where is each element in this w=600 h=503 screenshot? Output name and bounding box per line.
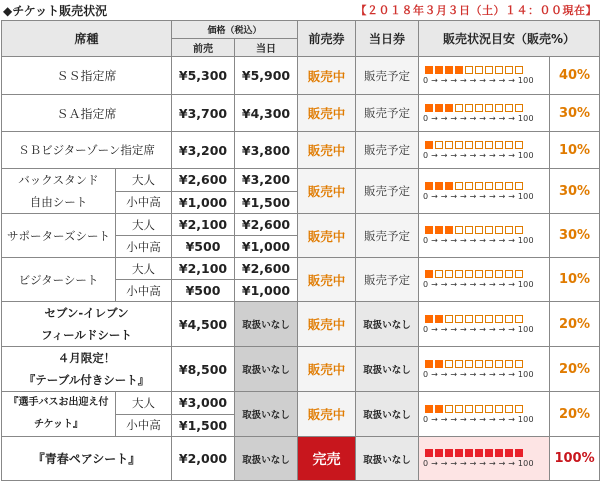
gauge-box-empty xyxy=(475,405,483,413)
percent: 100% xyxy=(550,437,600,481)
gauge-box-filled xyxy=(485,449,493,457)
gauge-box-empty xyxy=(485,66,493,74)
page-title: ◆チケット販売状況 xyxy=(3,4,108,18)
gauge-box-filled xyxy=(425,66,433,74)
gauge-box-filled xyxy=(425,315,433,323)
seat-name: サポーターズシート xyxy=(2,214,116,258)
gauge-box-empty xyxy=(485,405,493,413)
gauge-box-filled xyxy=(455,449,463,457)
gauge-axis: 0 → → → → → → → → → 100 xyxy=(423,369,534,379)
gauge-box-empty xyxy=(515,182,523,190)
gauge-box-empty xyxy=(505,405,513,413)
gauge-box-empty xyxy=(505,141,513,149)
gauge-box-empty xyxy=(475,141,483,149)
gauge-box-empty xyxy=(495,182,503,190)
as-of-date: 【２０１８年３月３日（土）１４：００現在】 xyxy=(355,4,597,17)
gauge-boxes xyxy=(425,182,545,190)
percent: 10% xyxy=(550,258,600,302)
day-price: ¥3,800 xyxy=(235,132,298,169)
percent: 30% xyxy=(550,214,600,258)
gauge-box-empty xyxy=(465,405,473,413)
gauge-box-empty xyxy=(515,226,523,234)
gauge-box-filled xyxy=(435,315,443,323)
day-price-adult: ¥2,600 xyxy=(235,214,298,236)
gauge-boxes xyxy=(425,270,545,278)
advance-status: 販売中 xyxy=(298,347,356,392)
gauge xyxy=(419,347,550,392)
gauge-box-filled xyxy=(455,66,463,74)
gauge-box-empty xyxy=(495,270,503,278)
table-row xyxy=(2,132,600,169)
gauge-box-empty xyxy=(505,360,513,368)
day-price: 取扱いなし xyxy=(235,437,298,481)
gauge-boxes xyxy=(425,66,545,74)
gauge-box-filled xyxy=(425,449,433,457)
advance-status: 販売中 xyxy=(298,214,356,258)
gauge-boxes xyxy=(425,405,545,413)
gauge-box-empty xyxy=(485,226,493,234)
table-row xyxy=(2,302,600,347)
col-status: 販売状況目安（販売%） xyxy=(419,21,600,57)
seat-name-line1: ４月限定！ xyxy=(57,351,116,365)
age-child: 小中高 xyxy=(116,236,172,258)
seat-name: 『青春ペアシート』 xyxy=(2,437,172,481)
gauge-box-empty xyxy=(485,270,493,278)
day-price-child: ¥1,000 xyxy=(235,280,298,302)
table-row xyxy=(2,169,600,192)
gauge-box-filled xyxy=(515,449,523,457)
advance-status: 販売中 xyxy=(298,302,356,347)
age-adult: 大人 xyxy=(116,258,172,280)
gauge xyxy=(419,169,550,214)
gauge-box-empty xyxy=(495,405,503,413)
age-adult: 大人 xyxy=(116,214,172,236)
gauge-box-filled xyxy=(425,104,433,112)
day-price-adult: ¥2,600 xyxy=(235,258,298,280)
gauge xyxy=(419,302,550,347)
table-row xyxy=(2,347,600,392)
gauge-box-filled xyxy=(475,449,483,457)
day-status: 販売予定 xyxy=(356,169,419,214)
gauge-box-empty xyxy=(475,226,483,234)
gauge-boxes xyxy=(425,315,545,323)
advance-status: 販売中 xyxy=(298,57,356,95)
advance-price: ¥3,200 xyxy=(172,132,235,169)
gauge-box-empty xyxy=(495,141,503,149)
gauge-box-empty xyxy=(475,104,483,112)
gauge-box-filled xyxy=(425,270,433,278)
table-row xyxy=(2,258,600,280)
gauge-box-empty xyxy=(465,66,473,74)
gauge-box-empty xyxy=(445,405,453,413)
gauge-box-empty xyxy=(465,104,473,112)
day-status: 販売予定 xyxy=(356,214,419,258)
age-child: 小中高 xyxy=(116,414,172,437)
gauge-box-filled xyxy=(445,104,453,112)
gauge-box-filled xyxy=(425,405,433,413)
advance-price-child: ¥1,000 xyxy=(172,191,235,214)
gauge-box-filled xyxy=(435,405,443,413)
gauge-box-empty xyxy=(455,270,463,278)
gauge-box-empty xyxy=(515,141,523,149)
advance-price: ¥3,700 xyxy=(172,95,235,132)
gauge-box-empty xyxy=(475,360,483,368)
advance-price: ¥2,000 xyxy=(172,437,235,481)
gauge xyxy=(419,57,550,95)
col-advance-ticket: 前売券 xyxy=(298,21,356,57)
day-status: 取扱いなし xyxy=(356,347,419,392)
advance-price-child: ¥500 xyxy=(172,236,235,258)
table-row xyxy=(2,57,600,95)
seat-name: ＳＳ指定席 xyxy=(2,57,172,95)
col-day-ticket: 当日券 xyxy=(356,21,419,57)
day-price: 取扱いなし xyxy=(235,302,298,347)
gauge-boxes xyxy=(425,360,545,368)
seat-name xyxy=(2,347,172,392)
gauge-box-empty xyxy=(455,141,463,149)
gauge-box-filled xyxy=(495,449,503,457)
gauge-boxes xyxy=(425,141,545,149)
gauge-box-empty xyxy=(485,360,493,368)
advance-price-adult: ¥2,100 xyxy=(172,214,235,236)
age-adult: 大人 xyxy=(116,169,172,192)
advance-status: 販売中 xyxy=(298,95,356,132)
gauge-axis: 0 → → → → → → → → → 100 xyxy=(423,236,534,245)
gauge-box-empty xyxy=(505,315,513,323)
seat-name-line2: チケット』 xyxy=(33,419,84,430)
gauge-box-empty xyxy=(455,315,463,323)
age-adult: 大人 xyxy=(116,392,172,415)
advance-price-child: ¥500 xyxy=(172,280,235,302)
advance-price: ¥5,300 xyxy=(172,57,235,95)
gauge-axis: 0 → → → → → → → → → 100 xyxy=(423,459,534,468)
gauge-box-empty xyxy=(515,315,523,323)
table-row xyxy=(2,214,600,236)
ticket-status-table xyxy=(1,20,600,481)
col-advance: 前売 xyxy=(172,39,235,57)
col-price: 価格（税込） xyxy=(172,21,298,39)
table-row xyxy=(2,95,600,132)
gauge-box-empty xyxy=(465,141,473,149)
gauge xyxy=(419,437,550,481)
gauge-box-empty xyxy=(475,270,483,278)
gauge-box-empty xyxy=(485,141,493,149)
gauge-box-filled xyxy=(505,449,513,457)
gauge-box-empty xyxy=(435,270,443,278)
gauge-box-empty xyxy=(475,315,483,323)
gauge-box-empty xyxy=(505,182,513,190)
seat-name: ＳＡ指定席 xyxy=(2,95,172,132)
gauge-box-filled xyxy=(435,66,443,74)
gauge-box-filled xyxy=(445,226,453,234)
age-child: 小中高 xyxy=(116,191,172,214)
gauge-box-empty xyxy=(465,270,473,278)
gauge-box-empty xyxy=(495,226,503,234)
seat-name xyxy=(2,169,116,214)
advance-price-adult: ¥2,100 xyxy=(172,258,235,280)
day-price: 取扱いなし xyxy=(235,392,298,437)
gauge xyxy=(419,214,550,258)
gauge-box-filled xyxy=(425,226,433,234)
gauge-box-empty xyxy=(495,104,503,112)
gauge-box-filled xyxy=(445,182,453,190)
gauge-box-empty xyxy=(475,66,483,74)
percent: 20% xyxy=(550,392,600,437)
day-price-adult: ¥3,200 xyxy=(235,169,298,192)
gauge-box-empty xyxy=(455,104,463,112)
seat-name: ビジターシート xyxy=(2,258,116,302)
gauge-box-filled xyxy=(425,182,433,190)
col-seat: 席種 xyxy=(2,21,172,57)
gauge-box-empty xyxy=(435,141,443,149)
gauge-box-empty xyxy=(515,405,523,413)
gauge-box-empty xyxy=(455,226,463,234)
gauge-axis: 0 → → → → → → → → → 100 xyxy=(423,76,534,85)
gauge xyxy=(419,95,550,132)
gauge-box-empty xyxy=(445,360,453,368)
gauge-box-filled xyxy=(445,449,453,457)
seat-name-line2: フィールドシート xyxy=(41,328,132,342)
gauge-box-empty xyxy=(455,360,463,368)
advance-price: ¥8,500 xyxy=(172,347,235,392)
percent: 40% xyxy=(550,57,600,95)
gauge-box-empty xyxy=(485,182,493,190)
gauge-box-empty xyxy=(485,315,493,323)
gauge-boxes xyxy=(425,449,545,457)
seat-name xyxy=(2,392,116,437)
gauge-box-filled xyxy=(435,226,443,234)
gauge-box-empty xyxy=(465,226,473,234)
gauge-box-empty xyxy=(515,66,523,74)
day-status: 取扱いなし xyxy=(356,437,419,481)
seat-name-line2: 自由シート xyxy=(29,195,88,209)
age-child: 小中高 xyxy=(116,280,172,302)
gauge-box-filled xyxy=(425,360,433,368)
gauge-box-empty xyxy=(495,360,503,368)
gauge-boxes xyxy=(425,226,545,234)
advance-status: 販売中 xyxy=(298,132,356,169)
day-price: 取扱いなし xyxy=(235,347,298,392)
sold-out-badge: 完売 xyxy=(298,437,356,481)
gauge-axis: 0 → → → → → → → → → 100 xyxy=(423,414,534,424)
seat-name-line2: 『テーブル付きシート』 xyxy=(23,373,150,387)
gauge-axis: 0 → → → → → → → → → 100 xyxy=(423,280,534,289)
advance-price-adult: ¥3,000 xyxy=(172,392,235,415)
gauge-axis: 0 → → → → → → → → → 100 xyxy=(423,150,534,160)
day-price-child: ¥1,500 xyxy=(235,191,298,214)
seat-name-line1: セブン-イレブン xyxy=(44,306,129,320)
table-row xyxy=(2,437,600,481)
advance-status: 販売中 xyxy=(298,169,356,214)
gauge-box-filled xyxy=(435,449,443,457)
col-day: 当日 xyxy=(235,39,298,57)
gauge-box-empty xyxy=(475,182,483,190)
gauge-box-filled xyxy=(435,182,443,190)
gauge-box-empty xyxy=(455,182,463,190)
percent: 30% xyxy=(550,169,600,214)
percent: 20% xyxy=(550,302,600,347)
day-status: 販売予定 xyxy=(356,95,419,132)
gauge-box-empty xyxy=(505,226,513,234)
gauge-box-empty xyxy=(505,270,513,278)
day-price-child: ¥1,000 xyxy=(235,236,298,258)
gauge xyxy=(419,392,550,437)
table-row xyxy=(2,392,600,415)
gauge-box-empty xyxy=(465,315,473,323)
gauge-box-empty xyxy=(495,315,503,323)
gauge-box-empty xyxy=(515,270,523,278)
gauge-box-empty xyxy=(465,360,473,368)
gauge-axis: 0 → → → → → → → → → 100 xyxy=(423,113,534,123)
gauge-box-empty xyxy=(485,104,493,112)
seat-name: ＳＢビジターゾーン指定席 xyxy=(2,132,172,169)
day-price: ¥5,900 xyxy=(235,57,298,95)
gauge-box-empty xyxy=(445,270,453,278)
percent: 30% xyxy=(550,95,600,132)
gauge-box-filled xyxy=(425,141,433,149)
percent: 20% xyxy=(550,347,600,392)
day-status: 販売予定 xyxy=(356,132,419,169)
gauge xyxy=(419,132,550,169)
day-status: 販売予定 xyxy=(356,57,419,95)
advance-status: 販売中 xyxy=(298,392,356,437)
gauge-box-empty xyxy=(445,315,453,323)
gauge-box-empty xyxy=(515,360,523,368)
gauge-box-filled xyxy=(435,104,443,112)
day-price: ¥4,300 xyxy=(235,95,298,132)
gauge-box-empty xyxy=(495,66,503,74)
gauge-box-empty xyxy=(505,66,513,74)
gauge-box-filled xyxy=(465,449,473,457)
gauge-box-filled xyxy=(445,66,453,74)
day-status: 取扱いなし xyxy=(356,392,419,437)
gauge-box-empty xyxy=(465,182,473,190)
percent: 10% xyxy=(550,132,600,169)
gauge-axis: 0 → → → → → → → → → 100 xyxy=(423,324,534,334)
gauge-box-empty xyxy=(455,405,463,413)
gauge-box-empty xyxy=(515,104,523,112)
gauge-box-filled xyxy=(435,360,443,368)
gauge-boxes xyxy=(425,104,545,112)
gauge-box-empty xyxy=(505,104,513,112)
gauge-box-empty xyxy=(445,141,453,149)
advance-price: ¥4,500 xyxy=(172,302,235,347)
advance-price-adult: ¥2,600 xyxy=(172,169,235,192)
gauge-axis: 0 → → → → → → → → → 100 xyxy=(423,191,534,201)
advance-status: 販売中 xyxy=(298,258,356,302)
seat-name-line1: 『選手バスお出迎え付 xyxy=(8,397,109,408)
day-status: 販売予定 xyxy=(356,258,419,302)
gauge xyxy=(419,258,550,302)
advance-price-child: ¥1,500 xyxy=(172,414,235,437)
day-status: 取扱いなし xyxy=(356,302,419,347)
seat-name xyxy=(2,302,172,347)
seat-name-line1: バックスタンド xyxy=(18,173,99,187)
